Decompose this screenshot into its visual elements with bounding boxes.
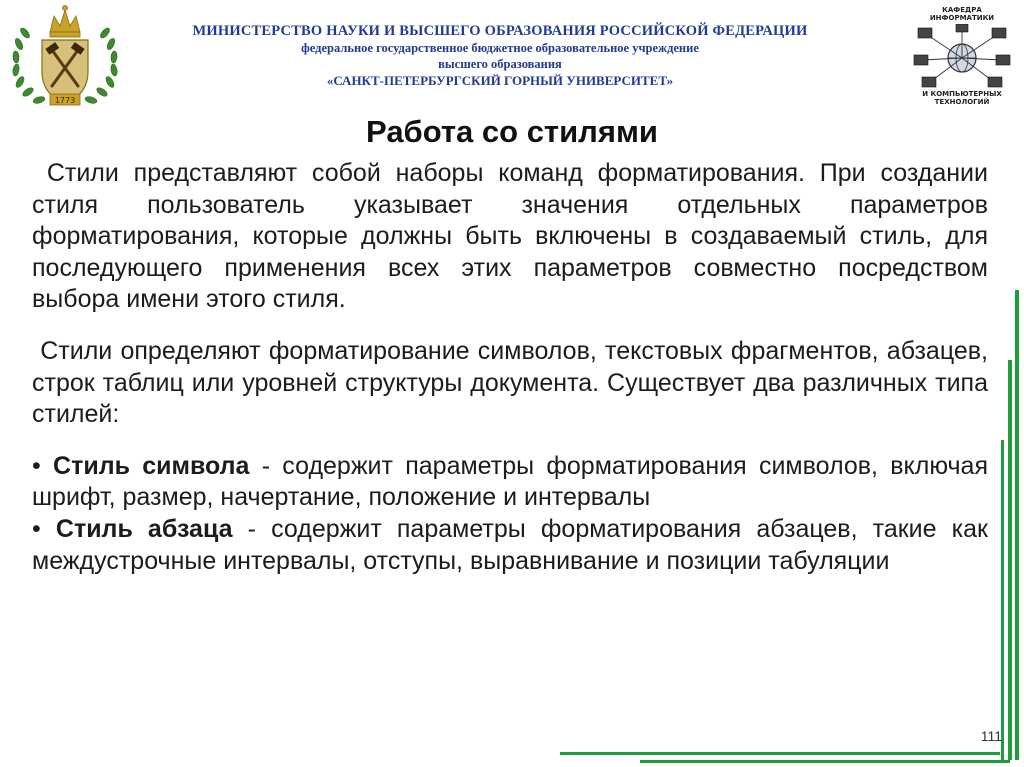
decorative-bar (560, 752, 1000, 755)
university-name: «САНКТ-ПЕТЕРБУРГСКИЙ ГОРНЫЙ УНИВЕРСИТЕТ» (326, 73, 674, 88)
decorative-bar (1015, 290, 1019, 760)
slide-body (32, 158, 988, 577)
department-logo (906, 4, 1018, 124)
bullet-text: - содержит параметры форматирования символов, включая шрифт, размер, начертание, положение и интервалы (32, 451, 988, 512)
bullet-marker: • (32, 451, 41, 480)
page-number: 111 (980, 728, 1002, 744)
ministry-line-2: федеральное государственное бюджетное образовательное учреждение (301, 41, 699, 55)
department-caption-bottom: И КОМПЬЮТЕРНЫХ ТЕХНОЛОГИЙ (922, 90, 1002, 106)
paragraph-styles-definition: Стили представляют собой наборы команд форматирования. При создании стиля пользователь указывает значения отдельных параметров форматирования, которые должны быть включены в создаваемый стиль, для последующего применения всех этих параметров совместно посредством выбора имени этого стиля. (32, 159, 988, 314)
list-item-character-style (32, 451, 988, 514)
slide-header (0, 0, 1024, 118)
decorative-bar (1008, 360, 1012, 760)
ministry-header-text (130, 22, 870, 89)
university-emblem-icon (6, 2, 124, 114)
emblem-year: 1773 (54, 96, 76, 105)
ministry-line-3: высшего образования (438, 57, 562, 71)
decorative-bar (640, 760, 1010, 763)
style-types-list (32, 451, 988, 577)
bullet-term: Стиль символа (53, 451, 250, 480)
bullet-text: - содержит параметры форматирования абзацев, такие как междустрочные интервалы, отступы, выравнивание и позиции табуляции (32, 514, 988, 575)
bullet-term: Стиль абзаца (55, 514, 233, 543)
bullet-marker: • (32, 514, 41, 543)
department-caption-top: КАФЕДРА ИНФОРМАТИКИ (929, 6, 995, 22)
slide-title: Работа со стилями (366, 114, 658, 149)
ministry-line-1: МИНИСТЕРСТВО НАУКИ И ВЫСШЕГО ОБРАЗОВАНИЯ РОССИЙСКОЙ ФЕДЕРАЦИИ (192, 23, 808, 39)
decorative-bar (1001, 440, 1004, 760)
department-network-icon (912, 24, 1012, 90)
paragraph-styles-types: Стили определяют форматирование символов, текстовых фрагментов, абзацев, строк таблиц или уровней структуры документа. Существует два различных типа стилей: (32, 336, 988, 429)
list-item-paragraph-style (32, 514, 988, 577)
